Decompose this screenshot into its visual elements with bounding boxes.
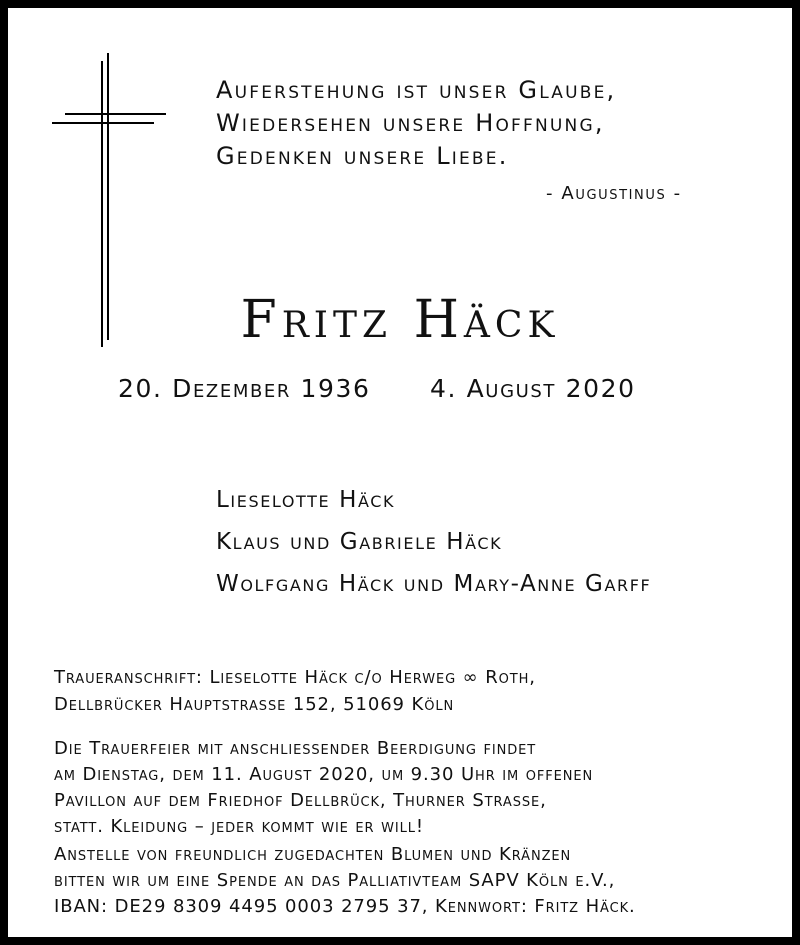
donation-line: bitten wir um eine Spende an das Palliativteam SAPV Köln e.V., <box>54 870 616 891</box>
family-member: Wolfgang Häck und Mary-Anne Garff <box>216 571 652 597</box>
deceased-name: Fritz Häck <box>240 290 560 350</box>
donation-line: Anstelle von freundlich zugedachten Blumen und Kränzen <box>54 844 572 865</box>
address-line: Traueranschrift: Lieselotte Häck c/o Herweg ∞ Roth, <box>54 667 536 688</box>
family-member: Klaus und Gabriele Häck <box>216 529 503 555</box>
ceremony-line: am Dienstag, dem 11. August 2020, um 9.30 Uhr im offenen <box>54 764 594 785</box>
death-date: 4. August 2020 <box>430 374 636 403</box>
quote-line-1: Auferstehung ist unser Glaube, <box>216 76 617 104</box>
birth-date: 20. Dezember 1936 <box>118 374 371 403</box>
quote-attribution: - Augustinus - <box>546 183 682 204</box>
quote-line-3: Gedenken unsere Liebe. <box>216 142 509 170</box>
quote-line-2: Wiedersehen unsere Hoffnung, <box>216 109 605 137</box>
family-member: Lieselotte Häck <box>216 487 396 513</box>
ceremony-line: statt. Kleidung – jeder kommt wie er will! <box>54 816 424 837</box>
donation-line: IBAN: DE29 8309 4495 0003 2795 37, Kennwort: Fritz Häck. <box>54 896 636 917</box>
ceremony-line: Pavillon auf dem Friedhof Dellbrück, Thurner Strasse, <box>54 790 547 811</box>
address-line: Dellbrücker Hauptstrasse 152, 51069 Köln <box>54 694 455 715</box>
ceremony-line: Die Trauerfeier mit anschliessender Beerdigung findet <box>54 738 537 759</box>
